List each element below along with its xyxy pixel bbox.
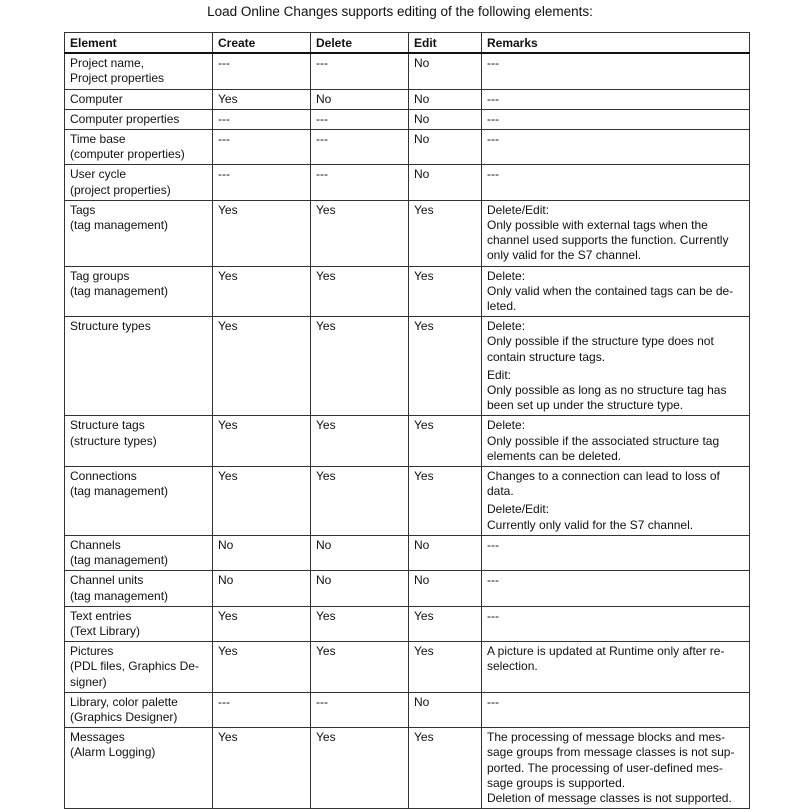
cell-delete: No (311, 89, 409, 109)
table-row (65, 416, 750, 467)
element-line: Structure tags (70, 418, 145, 433)
cell-element (65, 535, 213, 570)
cell-delete: --- (311, 165, 409, 200)
remarks-line: Deletion of message classes is not supported. (487, 790, 732, 805)
remarks-line: --- (487, 608, 499, 623)
cell-delete: --- (311, 53, 409, 89)
cell-create: --- (213, 692, 311, 727)
header-remarks: Remarks (482, 33, 750, 54)
cell-remarks (482, 535, 750, 570)
elements-table (64, 32, 750, 809)
element-line: Messages (70, 730, 125, 745)
cell-edit: Yes (409, 200, 482, 266)
cell-create: Yes (213, 606, 311, 641)
remarks-line: ported. The processing of user-defined mes- (487, 760, 723, 775)
cell-remarks (482, 266, 750, 317)
cell-remarks (482, 165, 750, 200)
cell-delete: Yes (311, 266, 409, 317)
element-line: Library, color palette (70, 694, 178, 709)
table-row (65, 692, 750, 727)
table-body (65, 53, 750, 808)
cell-delete: Yes (311, 642, 409, 693)
cell-element (65, 467, 213, 536)
cell-element (65, 89, 213, 109)
cell-delete: Yes (311, 416, 409, 467)
remarks-line: Only possible if the associated structure tag (487, 433, 720, 448)
cell-create: No (213, 571, 311, 606)
cell-remarks (482, 130, 750, 165)
remarks-line: Only possible as long as no structure tag has (487, 383, 727, 398)
cell-element (65, 109, 213, 129)
element-line: User cycle (70, 167, 127, 182)
cell-delete: Yes (311, 200, 409, 266)
cell-element (65, 165, 213, 200)
cell-create: Yes (213, 200, 311, 266)
cell-remarks (482, 109, 750, 129)
element-line: Text entries (70, 608, 132, 623)
cell-edit: No (409, 89, 482, 109)
cell-remarks (482, 467, 750, 536)
cell-edit: Yes (409, 728, 482, 809)
cell-edit: No (409, 571, 482, 606)
cell-create: Yes (213, 317, 311, 416)
cell-create: --- (213, 109, 311, 129)
element-line: Project name, (70, 56, 145, 71)
table-row (65, 200, 750, 266)
cell-edit: No (409, 130, 482, 165)
remarks-line: A picture is updated at Runtime only after re- (487, 644, 725, 659)
cell-edit: Yes (409, 642, 482, 693)
remarks-line: --- (487, 537, 499, 552)
table-row (65, 89, 750, 109)
cell-remarks (482, 606, 750, 641)
remarks-line: data. (487, 484, 514, 499)
cell-element (65, 130, 213, 165)
remarks-line: --- (487, 111, 499, 126)
element-line: (computer properties) (70, 147, 185, 162)
header-delete: Delete (311, 33, 409, 54)
cell-edit: Yes (409, 317, 482, 416)
element-line: (tag management) (70, 588, 169, 603)
element-line: (project properties) (70, 182, 171, 197)
remarks-line: --- (487, 573, 499, 588)
element-line: (tag management) (70, 218, 169, 233)
cell-element (65, 692, 213, 727)
header-edit: Edit (409, 33, 482, 54)
element-line: (tag management) (70, 283, 169, 298)
remarks-line: --- (487, 132, 499, 147)
element-line: Time base (70, 132, 126, 147)
table-row (65, 571, 750, 606)
remarks-line: been set up under the structure type. (487, 398, 684, 413)
cell-delete: --- (311, 130, 409, 165)
table-header-row (65, 33, 750, 54)
remarks-line: Only valid when the contained tags can be de- (487, 283, 734, 298)
table-row (65, 109, 750, 129)
element-line: Tags (70, 202, 96, 217)
element-line: Tag groups (70, 268, 130, 283)
cell-edit: Yes (409, 416, 482, 467)
cell-remarks (482, 53, 750, 89)
remarks-line: Changes to a connection can lead to loss of (487, 469, 720, 484)
remarks-line: Only possible if the structure type does not (487, 334, 714, 349)
element-line: (tag management) (70, 484, 169, 499)
element-line: Project properties (70, 71, 165, 86)
element-line: Structure types (70, 319, 151, 334)
remarks-line: contain structure tags. (487, 349, 606, 364)
cell-create: No (213, 535, 311, 570)
header-create: Create (213, 33, 311, 54)
table-row (65, 642, 750, 693)
cell-create: Yes (213, 728, 311, 809)
remarks-line: --- (487, 694, 499, 709)
cell-create: --- (213, 165, 311, 200)
element-line: (Text Library) (70, 623, 141, 638)
element-line: (Alarm Logging) (70, 745, 156, 760)
cell-delete: Yes (311, 728, 409, 809)
remarks-line: Edit: (487, 367, 512, 382)
table-row (65, 165, 750, 200)
remarks-line: Delete/Edit: (487, 502, 550, 517)
element-line: (Graphics Designer) (70, 709, 178, 724)
remarks-line: leted. (487, 299, 517, 314)
header-element: Element (65, 33, 213, 54)
cell-edit: Yes (409, 606, 482, 641)
cell-edit: No (409, 53, 482, 89)
remarks-line: sage groups from message classes is not sup- (487, 745, 735, 760)
cell-delete: Yes (311, 467, 409, 536)
element-line: Computer (70, 91, 123, 106)
cell-element (65, 317, 213, 416)
remarks-line: The processing of message blocks and mes- (487, 730, 726, 745)
cell-edit: No (409, 535, 482, 570)
remarks-line: elements can be deleted. (487, 448, 622, 463)
element-line: Pictures (70, 644, 114, 659)
table-row (65, 606, 750, 641)
remarks-line: Delete: (487, 319, 526, 334)
cell-remarks (482, 317, 750, 416)
cell-element (65, 728, 213, 809)
remarks-line: Only possible with external tags when the (487, 218, 708, 233)
cell-delete: --- (311, 109, 409, 129)
cell-remarks (482, 692, 750, 727)
element-line: (tag management) (70, 553, 169, 568)
cell-edit: Yes (409, 467, 482, 536)
cell-element (65, 571, 213, 606)
cell-element (65, 416, 213, 467)
table-row (65, 53, 750, 89)
table-row (65, 535, 750, 570)
cell-delete: No (311, 535, 409, 570)
remarks-line: Delete: (487, 418, 526, 433)
remarks-line: --- (487, 167, 499, 182)
cell-remarks (482, 642, 750, 693)
cell-delete: Yes (311, 317, 409, 416)
cell-delete: Yes (311, 606, 409, 641)
table-row (65, 130, 750, 165)
table-row (65, 467, 750, 536)
remarks-line: only valid for the S7 channel. (487, 248, 642, 263)
cell-element (65, 266, 213, 317)
cell-remarks (482, 416, 750, 467)
cell-create: --- (213, 53, 311, 89)
element-line: Channel units (70, 573, 144, 588)
remarks-line: sage groups is supported. (487, 775, 626, 790)
cell-delete: --- (311, 692, 409, 727)
cell-create: Yes (213, 89, 311, 109)
cell-edit: No (409, 165, 482, 200)
cell-create: Yes (213, 266, 311, 317)
element-line: (PDL files, Graphics De- (70, 659, 199, 674)
cell-element (65, 200, 213, 266)
cell-create: Yes (213, 467, 311, 536)
table-row (65, 266, 750, 317)
cell-edit: No (409, 692, 482, 727)
remarks-line: Currently only valid for the S7 channel. (487, 517, 694, 532)
element-line: Channels (70, 537, 121, 552)
cell-edit: Yes (409, 266, 482, 317)
remarks-line: Delete: (487, 268, 526, 283)
cell-element (65, 53, 213, 89)
cell-edit: No (409, 109, 482, 129)
remarks-line: Delete/Edit: (487, 202, 550, 217)
remarks-line: --- (487, 91, 499, 106)
element-line: signer) (70, 674, 107, 689)
page-title: Load Online Changes supports editing of the following elements: (207, 4, 593, 19)
cell-create: --- (213, 130, 311, 165)
cell-remarks (482, 200, 750, 266)
table-row (65, 728, 750, 809)
cell-remarks (482, 571, 750, 606)
remarks-line: channel used supports the function. Currently (487, 233, 729, 248)
element-line: Computer properties (70, 111, 180, 126)
cell-create: Yes (213, 416, 311, 467)
element-line: Connections (70, 469, 137, 484)
cell-element (65, 642, 213, 693)
cell-create: Yes (213, 642, 311, 693)
remarks-line: selection. (487, 659, 538, 674)
cell-delete: No (311, 571, 409, 606)
cell-remarks (482, 89, 750, 109)
element-line: (structure types) (70, 433, 157, 448)
cell-remarks (482, 728, 750, 809)
cell-element (65, 606, 213, 641)
remarks-line: --- (487, 56, 499, 71)
table-row (65, 317, 750, 416)
